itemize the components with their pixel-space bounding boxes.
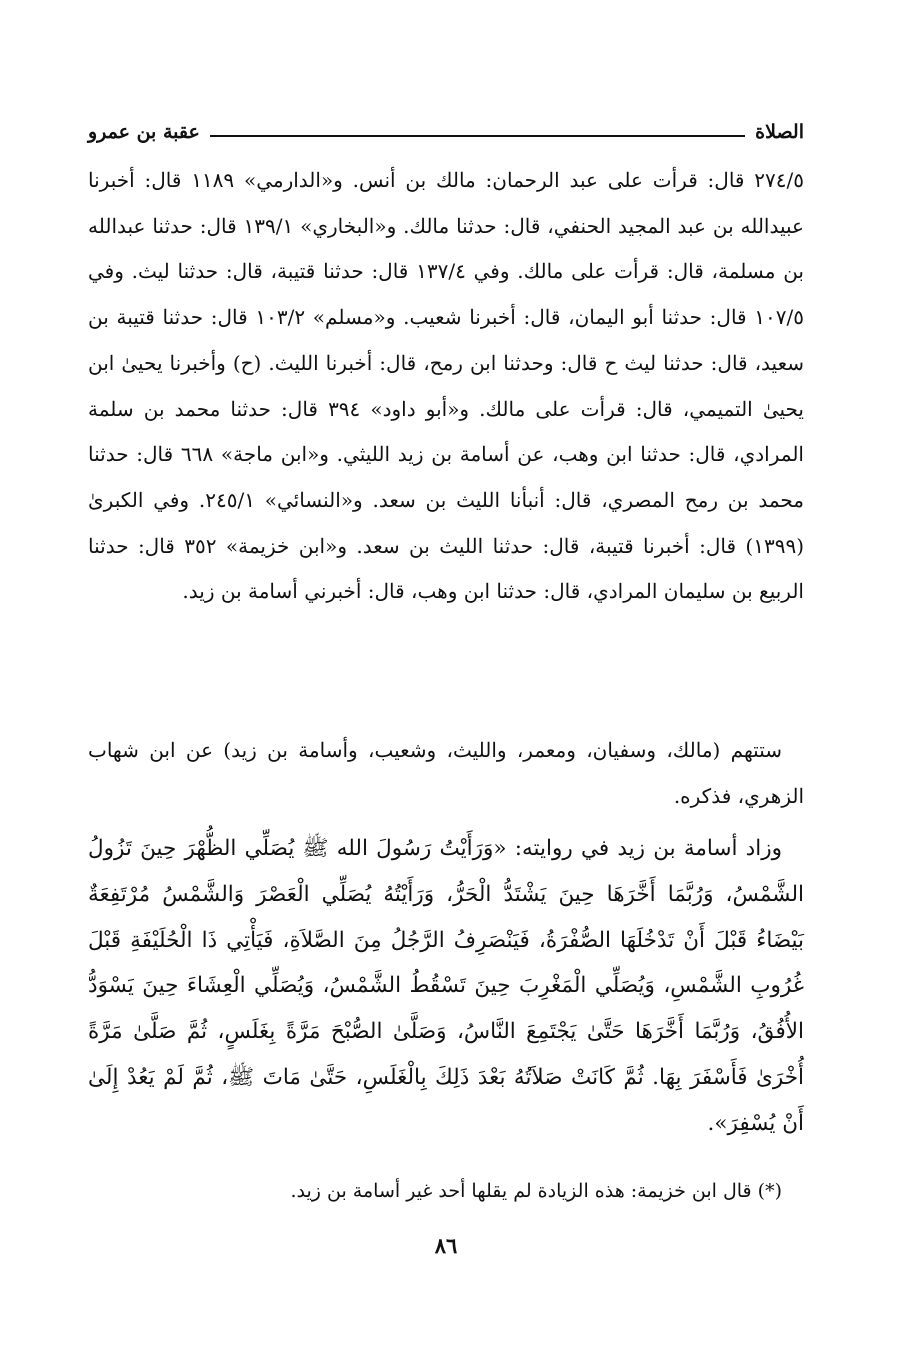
references-paragraph [88,158,804,615]
book-page [88,108,804,1288]
hadith-text: وزاد أسامة بن زيد في روايته: «وَرَأَيْتُ رَسُولَ الله ﷺ يُصَلِّي الظُّهْرَ حِينَ تَزُولُ الشَّمْسُ، وَرُبَّمَا أَخَّرَهَا حِينَ يَشْتَدُّ الْحَرُّ، وَرَأَيْتُهُ يُصَلِّي الْعَصْرَ وَالشَّمْسُ مُرْتَفِعَةٌ بَيْضَاءُ قَبْلَ أَنْ تَدْخُلَهَا الصُّفْرَةُ، فَيَنْصَرِفُ الرَّجُلُ مِنَ الصَّلاَةِ، فَيَأْتِي ذَا الْحُلَيْفَةِ قَبْلَ غُرُوبِ الشَّمْسِ، وَيُصَلِّي الْمَغْرِبَ حِينَ تَسْقُطُ الشَّمْسُ، وَيُصَلِّي الْعِشَاءَ حِينَ يَسْوَدُّ الأُفُقُ، وَرُبَّمَا أَخَّرَهَا حَتَّىٰ يَجْتَمِعَ النَّاسُ، وَصَلَّىٰ الصُّبْحَ مَرَّةً بِغَلَسٍ، ثُمَّ صَلَّىٰ مَرَّةً أُخْرَىٰ فَأَسْفَرَ بِهَا. ثُمَّ كَانَتْ صَلاَتُهُ بَعْدَ ذَلِكَ بِالْغَلَسِ، حَتَّىٰ مَاتَ ﷺ، ثُمَّ لَمْ يَعُدْ إِلَىٰ أَنْ يُسْفِرَ». [88,836,804,1136]
footnote-text: (*) قال ابن خزيمة: هذه الزيادة لم يقلها أحد غير أسامة بن زيد. [290,1180,782,1202]
footnote [88,1176,804,1206]
narrators-paragraph [88,728,804,819]
running-header [88,114,804,150]
header-rule [210,135,745,137]
hadith-paragraph [88,826,804,1147]
chapter-title: الصلاة [755,121,804,143]
references-text: ٢٧٤/٥ قال: قرأت على عبد الرحمان: مالك بن أنس. و«الدارمي» ١١٨٩ قال: أخبرنا عبيدالله بن عبد المجيد الحنفي، قال: حدثنا مالك. و«البخاري» ١٣٩/١ قال: حدثنا عبدالله بن مسلمة، قال: قرأت على مالك. وفي ١٣٧/٤ قال: حدثنا قتيبة، قال: حدثنا ليث. وفي ١٠٧/٥ قال: حدثنا أبو اليمان، قال: أخبرنا شعيب. و«مسلم» ١٠٣/٢ قال: حدثنا قتيبة بن سعيد، قال: حدثنا ليث ح قال: وحدثنا ابن رمح، قال: أخبرنا الليث. (ح) وأخبرنا يحيىٰ ابن يحيىٰ التميمي، قال: قرأت على مالك. و«أبو داود» ٣٩٤ قال: حدثنا محمد بن سلمة المرادي، قال: حدثنا ابن وهب، عن أسامة بن زيد الليثي. و«ابن ماجة» ٦٦٨ قال: حدثنا محمد بن رمح المصري، قال: أنبأنا الليث بن سعد. و«النسائي» ٢٤٥/١. وفي الكبرىٰ (١٣٩٩) قال: أخبرنا قتيبة، قال: حدثنا الليث بن سعد. و«ابن خزيمة» ٣٥٢ قال: حدثنا الربيع بن سليمان المرادي، قال: حدثنا ابن وهب، قال: أخبرني أسامة بن زيد. [88,168,805,604]
page-number: ٨٦ [434,1233,458,1258]
author-name: عقبة بن عمرو [88,121,200,143]
narrators-text: ستتهم (مالك، وسفيان، ومعمر، والليث، وشعيب، وأسامة بن زيد) عن ابن شهاب الزهري، فذكره. [88,738,804,808]
